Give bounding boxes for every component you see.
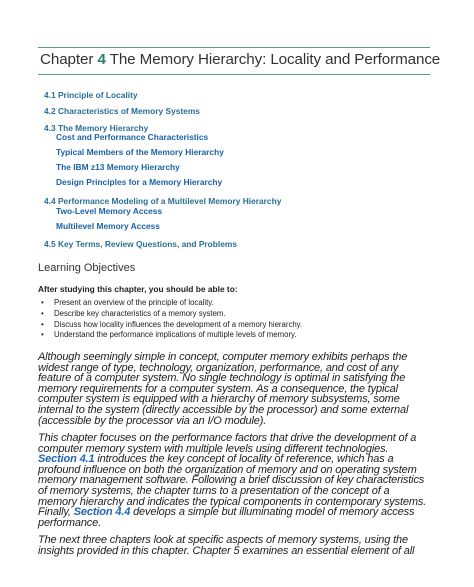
toc-link-two-level[interactable]: Two-Level Memory Access bbox=[56, 206, 163, 216]
learning-objectives-heading: Learning Objectives bbox=[38, 262, 136, 274]
toc-link-cost-performance[interactable]: Cost and Performance Characteristics bbox=[56, 132, 209, 142]
toc-link-ibm-z13[interactable]: The IBM z13 Memory Hierarchy bbox=[56, 162, 180, 172]
intro-paragraph: Although seemingly simple in concept, computer memory exhibits perhaps the widest range of type, technology, organization, performance, and cost of any feature of a computer system. No single technology is optimal in satisfying the memory requirements for a computer system. As a consequence, the typical computer system is equipped with a hierarchy of memory subsystems, some internal to the system (directly accessible by the processor) and some external (accessible by the processor via an I/O module). bbox=[38, 351, 409, 427]
bottom-rule bbox=[38, 74, 430, 75]
bullet-icon: • bbox=[41, 298, 44, 307]
toc-link-4-2[interactable]: 4.2 Characteristics of Memory Systems bbox=[44, 106, 200, 116]
toc-link-design-principles[interactable]: Design Principles for a Memory Hierarchy bbox=[56, 177, 223, 187]
learning-objectives-list bbox=[38, 298, 302, 341]
top-rule bbox=[38, 47, 430, 48]
learning-objectives-intro: After studying this chapter, you should be able to: bbox=[38, 284, 238, 294]
list-item: • Discuss how locality influences the development of a memory hierarchy. bbox=[41, 319, 303, 329]
list-item: • Present an overview of the principle of locality. bbox=[41, 298, 214, 307]
bullet-icon: • bbox=[41, 308, 44, 318]
toc-link-4-5[interactable]: 4.5 Key Terms, Review Questions, and Problems bbox=[44, 239, 238, 249]
toc-link-multilevel[interactable]: Multilevel Memory Access bbox=[56, 221, 160, 231]
toc-link-typical-members[interactable]: Typical Members of the Memory Hierarchy bbox=[56, 147, 224, 157]
bullet-icon: • bbox=[41, 330, 44, 340]
next-chapters-paragraph: The next three chapters look at specific aspects of memory systems, using the insights provided in this chapter. Chapter 5 examines an essential element of all bbox=[38, 534, 415, 557]
list-item: • Describe key characteristics of a memory system. bbox=[41, 308, 226, 318]
focus-paragraph: This chapter focuses on the performance factors that drive the development of a computer memory system with multiple levels using different technologies. Section 4.1 introduces the key concept of locality of reference, which has a profound influence on both the organization of memory and on operating system memory management software. Following a brief discussion of key characteristics of memory systems, the chapter turns to a presentation of the concept of a memory hierarchy and indicates the typical components in contemporary systems. Finally, Section 4.4 develops a simple but illuminating model of memory access performance. bbox=[38, 432, 427, 529]
toc-link-4-4[interactable]: 4.4 Performance Modeling of a Multilevel Memory Hierarchy bbox=[44, 196, 282, 206]
chapter-number: 4 bbox=[97, 51, 106, 68]
toc-link-4-1[interactable]: 4.1 Principle of Locality bbox=[44, 90, 138, 100]
list-item: • Understand the performance implications of multiple levels of memory. bbox=[41, 330, 297, 340]
section-4-1-link[interactable]: Section 4.1 bbox=[38, 453, 95, 466]
chapter-title: Chapter 4 The Memory Hierarchy: Locality and Performance bbox=[40, 51, 441, 68]
bullet-icon: • bbox=[41, 319, 44, 329]
toc-link-4-3[interactable]: 4.3 The Memory Hierarchy bbox=[44, 123, 149, 133]
section-4-4-link[interactable]: Section 4.4 bbox=[73, 506, 131, 519]
